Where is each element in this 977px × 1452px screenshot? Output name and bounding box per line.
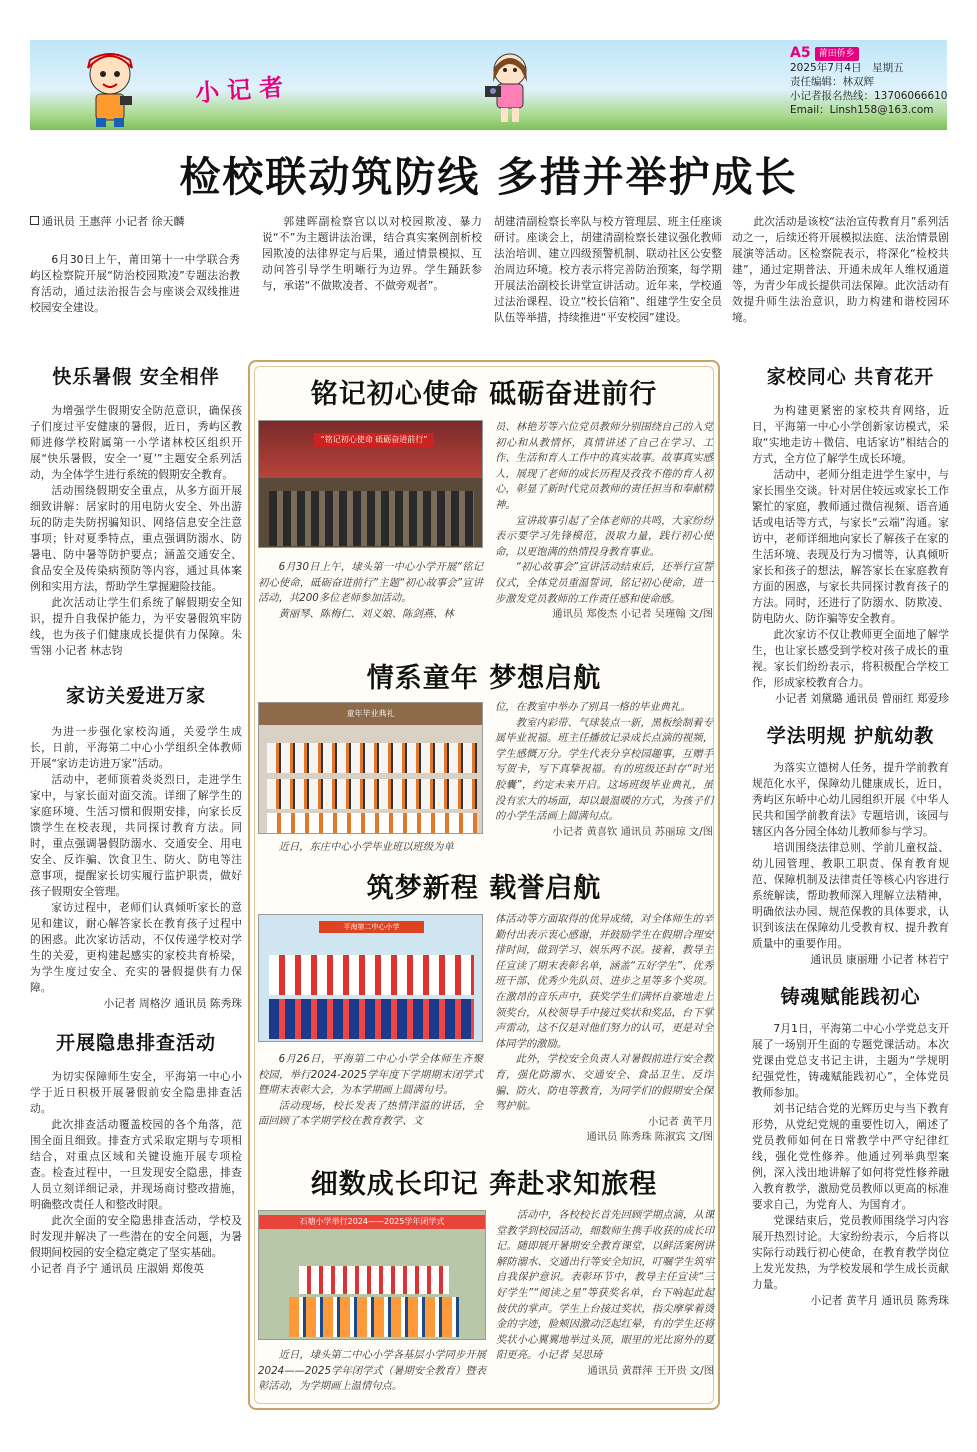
paragraph: 员、林艳芳等六位党员教师分别围绕自己的入党初心和从教情怀，真情讲述了自己在学习、工作、生活和育人工作中的真实故事。故事真实感人，展现了老师的成长历程及孜孜不倦的育人初心，彰显了新时代党员教师的责任担当和奉献精神。: [495, 421, 713, 511]
photo-banner-text: 平海第二中心小学: [319, 921, 424, 933]
paragraph: 此次全面的安全隐患排查活动，学校及时发现并解决了一些潜在的安全问题，为暑假期间校园的安全稳定奠定了坚实基础。: [30, 1214, 242, 1259]
issue-weekday: 星期五: [872, 62, 904, 74]
paragraph: 体活动等方面取得的优异成绩，对全体师生的辛勤付出表示衷心感谢，并鼓励学生在假期合理安排时间，做到学习、娱乐两不误。接着，教导主任宣读了期末表彰名单，涵盖“五好学生”、优秀班干部、优秀少先队员、进步之星等多个奖项。在激昂的音乐声中，获奖学生们满怀自豪地走上领奖台，从校领导手中接过奖状和奖品，台下掌声雷动，这不仅是对他们努力的认可，更是对全体同学的激励。: [495, 913, 713, 1050]
cartoon-reporter-girl-icon: [475, 48, 545, 128]
paragraph: “初心故事会”宣讲活动结束后，还举行宣誓仪式，全体党员重温誓词，铭记初心使命，进一步激发党员教师的工作责任感和使命感。: [495, 561, 713, 605]
paragraph: 刘书记结合党的光辉历史与当下教育形势，从党纪党规的重要性切入，阐述了党员教师如何在日常教学中严守纪律红线，强化党性修养。他通过列举典型案例，深入浅出地讲解了如何将党性修养融入教育教学，激励党员教师以更高的标准要求自己，为党育人、为国育才。: [752, 1102, 949, 1211]
byline: 通讯员 陈秀珠 陈淑宾 文/图: [586, 1131, 713, 1144]
email: Email：Linsh158@163.com: [790, 104, 934, 116]
center-a1-title: 铭记初心使命 砥砺奋进前行: [310, 379, 658, 410]
center-a4-right: [496, 1208, 714, 1380]
brand-logo: 莆田侨乡: [815, 47, 859, 61]
paragraph: 此外，学校安全负责人对暑假前进行安全教育，强化防溺水、交通安全、食品卫生、反诈骗、防火、防电等教育，为同学们的假期安全保驾护航。: [495, 1053, 713, 1113]
byline: 通讯员 黄群萍 王开贵 文/图: [587, 1364, 714, 1377]
left-sec2-body: [30, 724, 242, 1012]
center-a4-title: 细数成长印记 奔赴求知旅程: [310, 1169, 658, 1200]
right-sec3-body: [752, 1021, 949, 1309]
meeting-photo: [258, 420, 483, 548]
right-column: [752, 362, 949, 1309]
byline: 小记者 黄芊月: [647, 1115, 713, 1128]
center-a3-right: [495, 912, 713, 1146]
right-sec2-body: [752, 760, 949, 968]
graduation-photo: [258, 702, 483, 834]
right-sec2-title: 学法明规 护航幼教: [766, 725, 935, 747]
byline: 小记者 周格汐 通讯员 陈秀珠: [103, 997, 242, 1010]
paragraph: 宣讲故事引起了全体老师的共鸣，大家纷纷表示要学习先锋模范，汲取力量，践行初心使命，以更饱满的热情投身教育事业。: [495, 514, 713, 558]
editor: 责任编辑：林双辉: [790, 76, 874, 88]
paragraph: 为进一步强化家校沟通，关爱学生成长，日前，平海第二中心小学组织全体教师开展“家访走访进万家”活动。: [30, 725, 242, 770]
paragraph: 教室内彩带、气球装点一新，黑板绘制着专属毕业祝福。班主任播放记录成长点滴的视频，学生感慨万分。学生代表分享校园趣事，互赠手写贺卡，写下真挚祝福。有的班级还封存“时光胶囊”，约定未来开启。这场班级毕业典礼，虽没有宏大的场面，却以最温暖的方式，为孩子们的小学生活画上圆满句点。: [495, 716, 713, 823]
paragraph: 为落实立德树人任务，提升学前教育规范化水平，保障幼儿健康成长，近日，秀屿区东峤中心幼儿园组织开展《中华人民共和国学前教育法》专题培训，该园与辖区内各分园全体幼儿教师参与学习。: [752, 761, 949, 838]
hotline: 小记者报名热线：13706066610: [790, 90, 947, 102]
byline: 小记者 黄喜钦 通讯员 苏丽琼 文/图: [552, 825, 713, 838]
paragraph: 活动中，各校校长首先回顾学期点滴，从课堂教学到校园活动，细数师生携手收获的成长印记。随即展开暑期安全教育课堂，以鲜活案例讲解防溺水、交通出行等安全知识，叮嘱学生筑牢自我保护意识。表彰环节中，教导主任宣读“三好学生”“阅读之星”等获奖名单，台下响起此起彼伏的掌声。学生上台接过奖状，指尖摩挲着烫金的字迹，脸颊因激动泛起红晕，有的学生还将奖状小心翼翼地举过头顶，眼里的光比窗外的夏阳更亮。小记者 吴思琦: [496, 1209, 714, 1362]
center-a1-left: [258, 560, 483, 622]
section-title: 小记者: [194, 71, 293, 108]
award-ceremony-photo: [258, 914, 483, 1042]
byline: 小记者 黄芊月 通讯员 陈秀珠: [810, 1294, 949, 1307]
center-a4-left: [258, 1348, 486, 1395]
issue-date: 2025年7月4日: [790, 62, 862, 74]
left-column: [30, 362, 242, 1277]
paragraph: 为增强学生假期安全防范意识，确保孩子们度过平安健康的暑假，近日，秀屿区教师进修学校附属第一小学诸林校区组织开展“快乐暑假，安全一‘夏’”主题安全系列活动，为全体学生进行系统的假期安全教育。: [30, 404, 242, 481]
group-photo: [258, 1210, 486, 1340]
paragraph: 6月26日，平海第二中心小学全体师生齐聚校园，举行2024-2025学年度下学期期末闭学式暨期末表彰大会，为本学期画上圆满句号。: [258, 1053, 483, 1097]
issue-info: [790, 46, 947, 117]
paragraph: 党课结束后，党员教师围绕学习内容展开热烈讨论。大家纷纷表示，今后将以实际行动践行初心使命，在教育教学岗位上发光发热，为学校发展和学生成长贡献力量。: [752, 1214, 949, 1291]
top-col-1: [30, 214, 240, 316]
left-sec3-title: 开展隐患排查活动: [55, 1032, 216, 1054]
paragraph: 活动围绕假期安全重点，从多方面开展细致讲解：居家时的用电防火安全、外出游玩的防走失防拐骗知识、网络信息安全注意事项；针对夏季特点，重点强调防溺水、防暑电、防中暑等防护要点；涵盖交通安全、食品安全及传染病预防等内容，通过具体案例和实用方法，帮助学生掌握避险技能。: [30, 484, 242, 593]
photo-banner-text: “铭记初心使命 砥砺奋进前行”: [314, 433, 434, 447]
right-sec1-body: [752, 403, 949, 707]
byline: 小记者 肖予宁 通讯员 庄淑娟 郑俊英: [30, 1262, 204, 1275]
paragraph: 此次家访不仅让教师更全面地了解学生，也让家长感受到学校对孩子成长的重视。家长们纷纷表示，将积极配合学校工作，形成家校教育合力。: [752, 628, 949, 689]
center-a1-right: [495, 420, 713, 623]
top-para-1: 6月30日上午，莆田第十一中学联合秀屿区检察院开展“防治校园欺凌”专题法治教育活动，通过法治报告会与座谈会双线推进校园安全建设。: [30, 253, 240, 314]
left-sec1-title: 快乐暑假 安全相伴: [52, 366, 220, 388]
top-para-2: 郭建晖副检察官以以对校园欺凌、暴力说“不”为主题讲法治课，结合真实案例剖析校园欺凌的法律界定与后果，通过情景模拟、互动问答引导学生明晰行为边界。学生踊跃参与，承诺“不做欺凌者、不做旁观者”。: [262, 215, 482, 292]
byline: 通讯员 郑俊杰 小记者 吴瑾翰 文/图: [552, 608, 713, 621]
left-sec2-title: 家访关爱进万家: [65, 685, 206, 707]
byline: 小记者 刘黛璐 通讯员 曾丽红 郑爱珍: [775, 692, 949, 705]
cartoon-reporter-boy-icon: [70, 46, 150, 128]
masthead-banner: [30, 40, 947, 130]
page-number: A5: [790, 45, 811, 61]
top-para-4: 此次活动是该校“法治宣传教育月”系列活动之一，后续还将开展模拟法庭、法治情景剧展演等活动。区检察院表示，将深化“检校共建”，通过定期普法、开通未成年人维权通道等，为青少年成长提供司法保障。此次活动有效提升师生法治意识，助力构建和谐校园环境。: [732, 215, 949, 324]
paragraph: 6月30日上午，埭头第一中心小学开展“铭记初心使命，砥砺奋进前行”主题“初心故事会”宣讲活动，共200多位老师参加活动。: [258, 561, 483, 605]
paragraph: 7月1日，平海第二中心小学党总支开展了一场别开生面的专题党课活动。本次党课由党总支书记主讲，主题为“学规明纪强党性，铸魂赋能践初心”，全体党员教师参加。: [752, 1022, 949, 1099]
paragraph: 活动中，老师顶着炎炎烈日，走进学生家中，与家长面对面交流。详细了解学生的家庭环境、生活习惯和假期安排，向家长反馈学生在校表现，共同探讨教育方法。同时，重点强调暑假防溺水、交通安全、用电安全、反诈骗、饮食卫生、防火、防电等注意事项，提醒家长切实履行监护职责，做好孩子假期安全管理。: [30, 773, 242, 898]
paragraph: 此次排查活动覆盖校园的各个角落，范围全面且细致。排查方式采取定期与专项相结合，对重点区域和关键设施开展专项检查。检查过程中，一旦发现安全隐患，排查人员立刻详细记录，并现场商讨整改措施，明确整改责任人和整改时限。: [30, 1118, 242, 1211]
byline: 通讯员 康丽珊 小记者 林若宁: [810, 953, 949, 966]
paragraph: 家访过程中，老师们认真倾听家长的意见和建议，耐心解答家长在教育孩子过程中的困惑。此次家访活动，不仅传递学校对学生的关爱，更构建起感实的家校共育桥梁，为学生度过安全、充实的暑假提供有力保障。: [30, 901, 242, 994]
top-col-3: [494, 214, 722, 326]
main-headline: 检校联动筑防线 多措并举护成长: [179, 153, 798, 201]
paragraph: 活动中，老师分组走进学生家中，与家长围坐交谈。针对居住较远或家长工作繁忙的家庭，教师通过微信视频、语音通话或电话等方式，与家长“云端”沟通。家访中，老师详细地向家长了解孩子在家的生活环境、表现及行为习惯等，认真倾听家长和孩子的想法，解答家长在家庭教育方面的困惑，与家长共同探讨教育孩子的方法。同时，还进行了防溺水、防欺凌、防电防火、防诈骗等安全教育。: [752, 468, 949, 625]
right-sec1-title: 家校同心 共育花开: [766, 366, 935, 388]
photo-banner-text: 石塘小学举行2024——2025学年闭学式: [259, 1215, 485, 1229]
center-a3-title: 筑梦新程 载誉启航: [366, 873, 602, 904]
paragraph: 近日，东庄中心小学毕业班以班级为单: [278, 841, 454, 853]
photo-banner-text: 童年毕业典礼: [259, 703, 482, 725]
center-a2-caption: [258, 840, 483, 856]
top-col-2: [262, 214, 482, 294]
paragraph: 培训围绕法律总则、学前儿童权益、幼儿园管理、教职工职责、保育教育规范、保障机制及法律责任等核心内容进行系统解读，帮助教师深入理解立法精神，明确依法办园、规范保教的具体要求，认识到该法在保障幼儿受教育权、提升教育质量中的重要作用。: [752, 841, 949, 950]
top-col-4: [732, 214, 949, 326]
top-byline: 通讯员 王惠萍 小记者 徐天麟: [42, 215, 185, 228]
left-sec1-body: [30, 403, 242, 659]
paragraph: 位，在教室中举办了别具一格的毕业典礼。: [495, 701, 691, 713]
top-para-3: 胡建清副检察长率队与校方管理层、班主任座谈研讨。座谈会上，胡建清副检察长建议强化教师法治培训、建立四级预警机制、联动社区公安整治周边环境。校方表示将完善防治预案，每学期开展法治副校长讲堂宣讲活动。近年来，学校通过法治课程、设立“校长信箱”、组建学生安全员队伍等举措，持续推进“平安校园”建设。: [494, 215, 722, 324]
paragraph: 近日，埭头第二中心小学各基层小学同步开展2024——2025学年闭学式（暑期安全教育）暨表彰活动，为学期画上温情句点。: [258, 1349, 486, 1393]
paragraph: 黄丽琴、陈梅仁、刘义娘、陈剑燕、林: [278, 607, 454, 620]
paragraph: 此次活动让学生们系统了解假期安全知识，提升自我保护能力，为平安暑假筑牢防线，也为孩子们健康成长提供有力保障。朱雪翎 小记者 林志钧: [30, 596, 242, 657]
center-a2-title: 情系童年 梦想启航: [366, 663, 602, 694]
paragraph: 为构建更紧密的家校共育网络，近日，平海第一中心小学创新家访模式，采取“实地走访＋微信、电话家访”相结合的方式，全方位了解学生成长环境。: [752, 404, 949, 465]
center-a2-right: [495, 700, 713, 840]
paragraph: 为切实保障师生安全，平海第一中心小学于近日积极开展暑假前安全隐患排查活动。: [30, 1070, 242, 1115]
checkbox-icon: [30, 216, 39, 225]
paragraph: 活动现场，校长发表了热情洋溢的讲话，全面回顾了本学期学校在教育教学、文: [258, 1099, 483, 1128]
left-sec3-body: [30, 1069, 242, 1277]
right-sec3-title: 铸魂赋能践初心: [780, 986, 921, 1008]
center-a3-left: [258, 1052, 483, 1130]
